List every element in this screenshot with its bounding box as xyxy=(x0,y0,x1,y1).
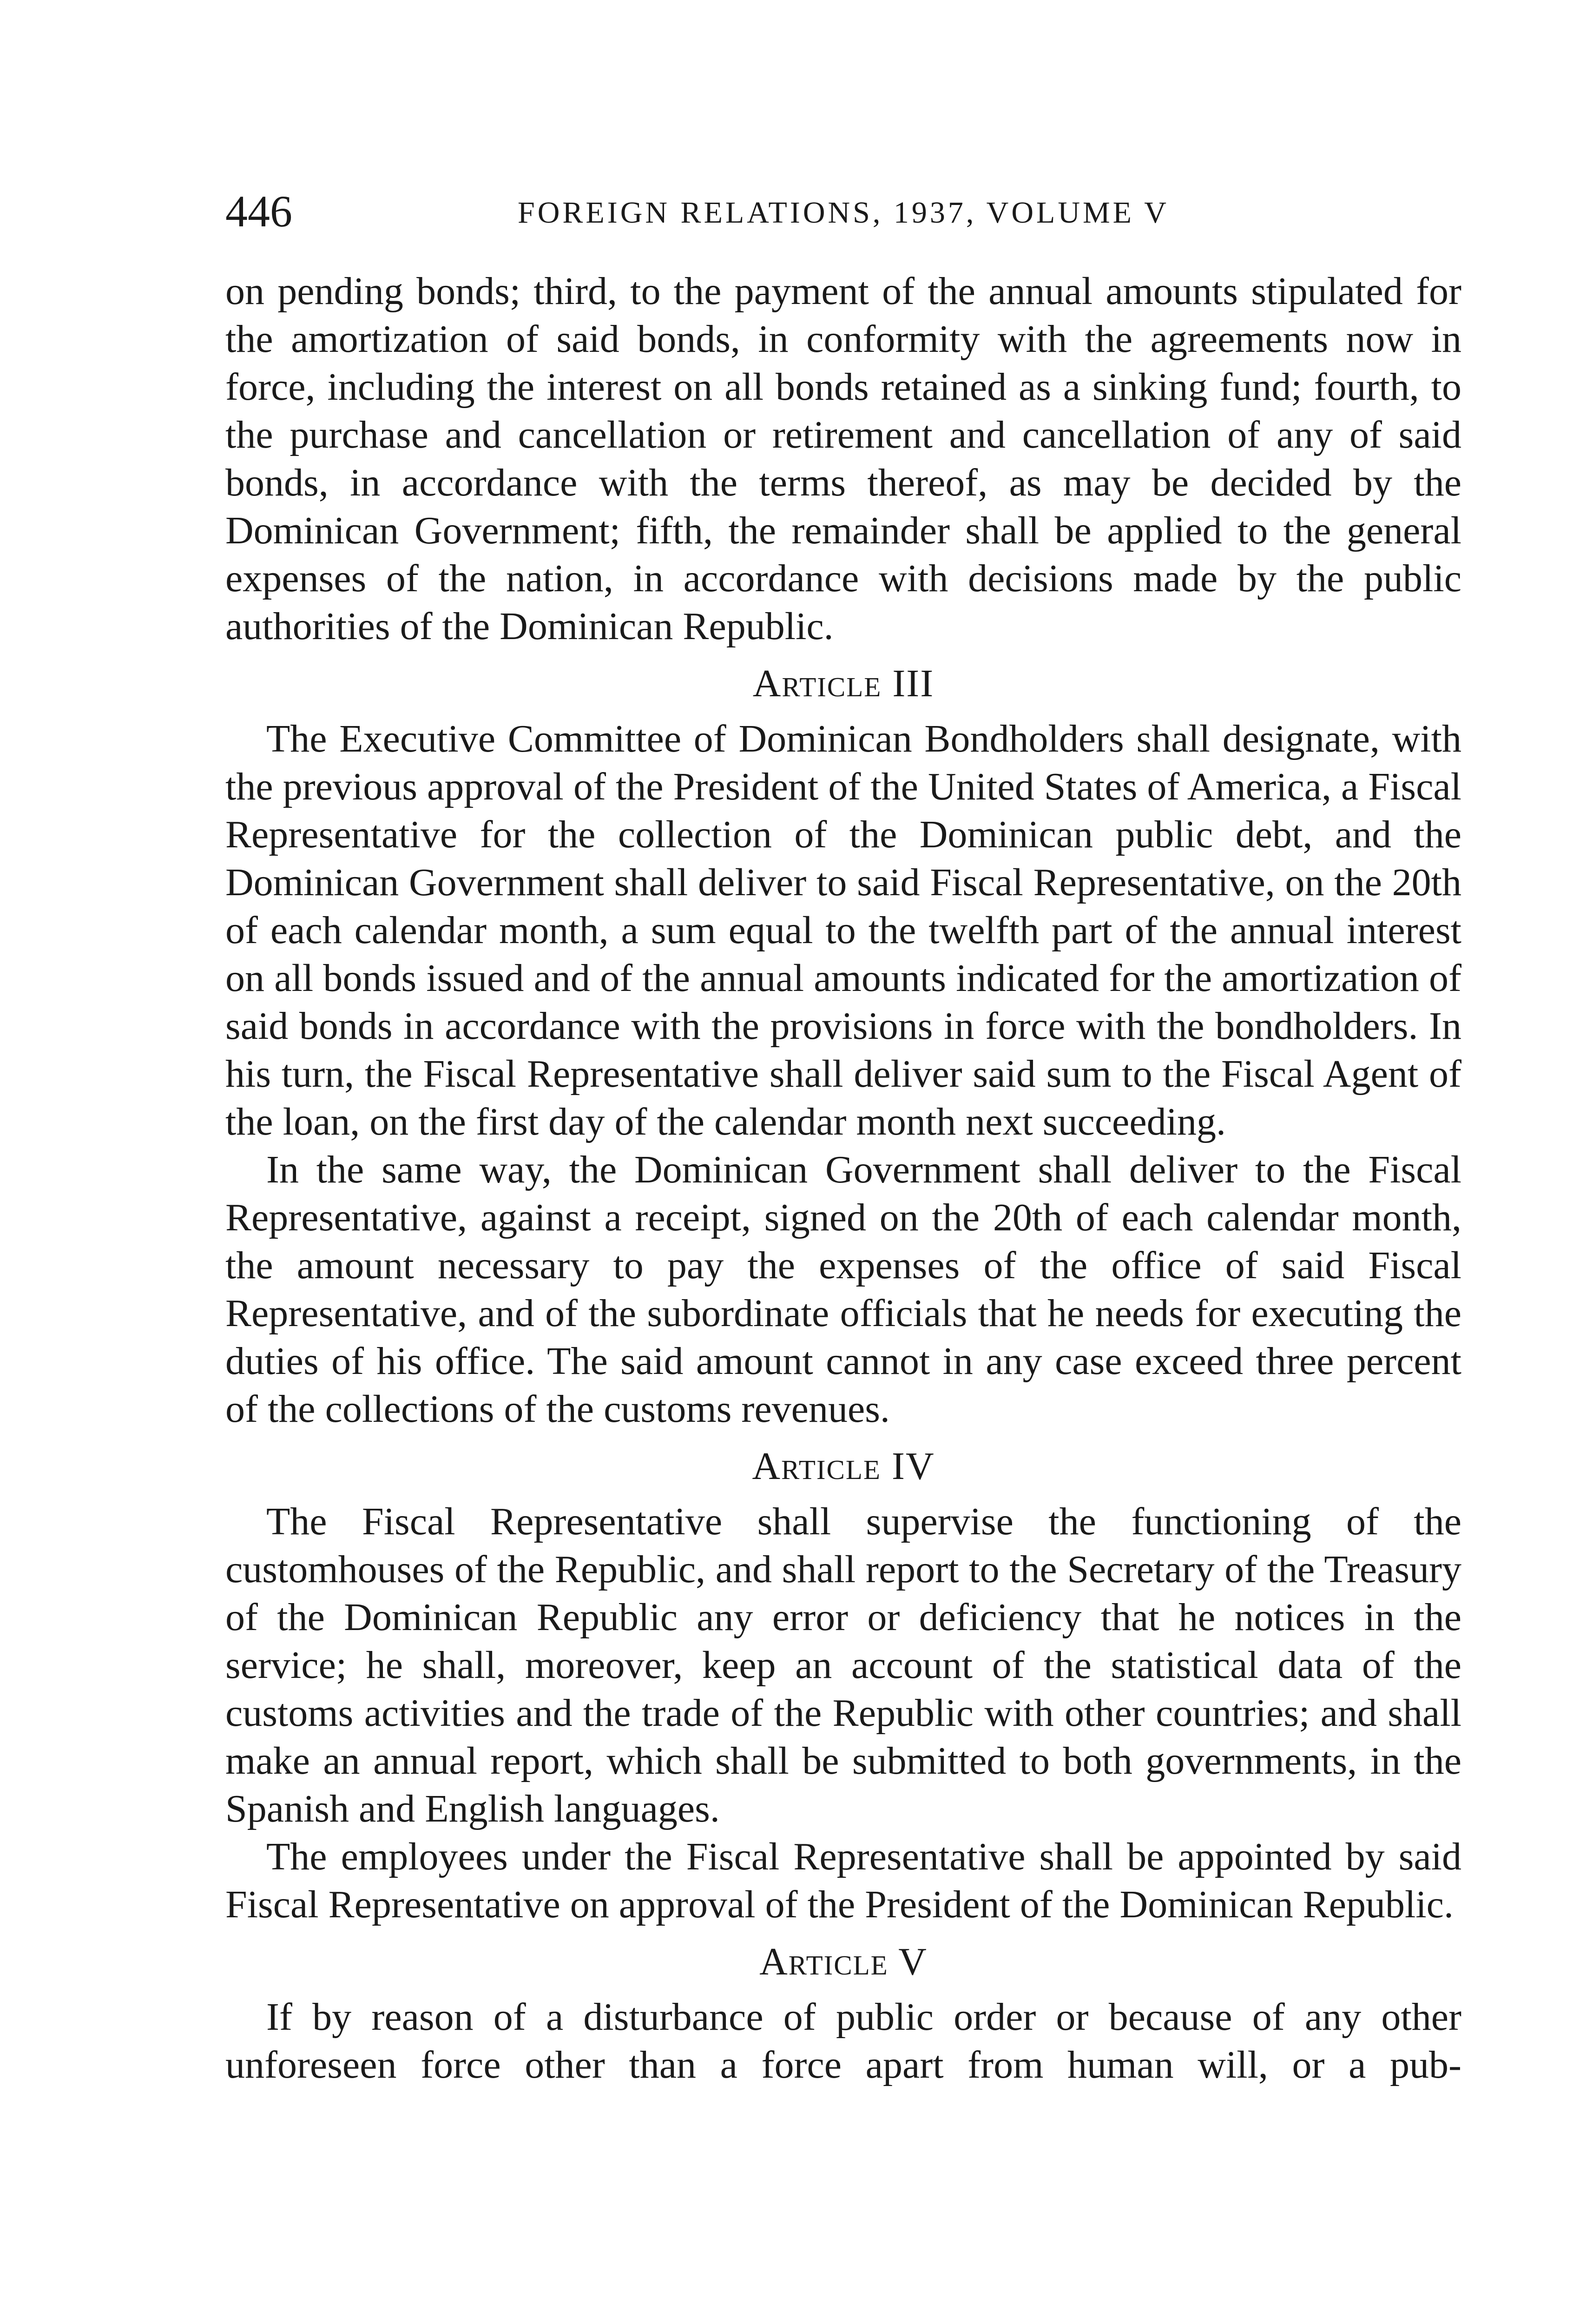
paragraph-fiscal-representative-designation: The Executive Committee of Dominican Bondholders shall designate, with the previous approval of the President of the United States of America, a Fiscal Representative for the collection of the Dominican public debt, and the Dominican Government shall deliver to said Fiscal Representative, on the 20th of each calendar month, a sum equal to the twelfth part of the annual interest on all bonds issued and of the annual amounts indicated for the amortization of said bonds in accordance with the provisions in force with the bondholders. In his turn, the Fiscal Representative shall deliver said sum to the Fiscal Agent of the loan, on the first day of the calendar month next succeeding. xyxy=(225,717,1461,1143)
page-number: 446 xyxy=(225,186,292,236)
paragraph-office-expenses: In the same way, the Dominican Government shall deliver to the Fiscal Representative, against a receipt, signed on the 20th of each calendar month, the amount necessary to pay the expenses of the office of said Fiscal Representative, and of the subordinate officials that he needs for executing the duties of his office. The said amount cannot in any case exceed three percent of the collections of the customs revenues. xyxy=(225,1148,1461,1431)
body-text xyxy=(225,267,1461,2089)
paragraph-disturbance: If by reason of a disturbance of public order or because of any other unforeseen force other than a force apart from human will, or a pub- xyxy=(225,1995,1461,2086)
paragraph-customhouse-supervision: The Fiscal Representative shall supervise the functioning of the customhouses of the Republic, and shall report to the Secretary of the Treasury of the Dominican Republic any error or deficiency that he notices in the service; he shall, moreover, keep an account of the statistical data of the customs activities and the trade of the Republic with other countries; and shall make an annual report, which shall be submitted to both governments, in the Spanish and English languages. xyxy=(225,1500,1461,1830)
paragraph-employee-appointment: The employees under the Fiscal Representative shall be appointed by said Fiscal Representative on approval of the President of the Dominican Republic. xyxy=(225,1835,1461,1926)
running-head xyxy=(225,186,1461,237)
paragraph-continued: on pending bonds; third, to the payment of the annual amounts stipulated for the amortization of said bonds, in conformity with the agreements now in force, including the interest on all bonds retained as a sinking fund; fourth, to the purchase and cancellation or retirement and cancellation of any of said bonds, in accordance with the terms thereof, as may be decided by the Dominican Government; fifth, the remainder shall be applied to the general expenses of the nation, in accordance with decisions made by the public authorities of the Dominican Republic. xyxy=(225,270,1461,648)
running-title: FOREIGN RELATIONS, 1937, VOLUME V xyxy=(518,196,1169,230)
article-heading-v: Article V xyxy=(759,1940,928,1983)
article-heading-iii: Article III xyxy=(752,662,935,705)
article-heading-iv: Article IV xyxy=(752,1445,935,1488)
